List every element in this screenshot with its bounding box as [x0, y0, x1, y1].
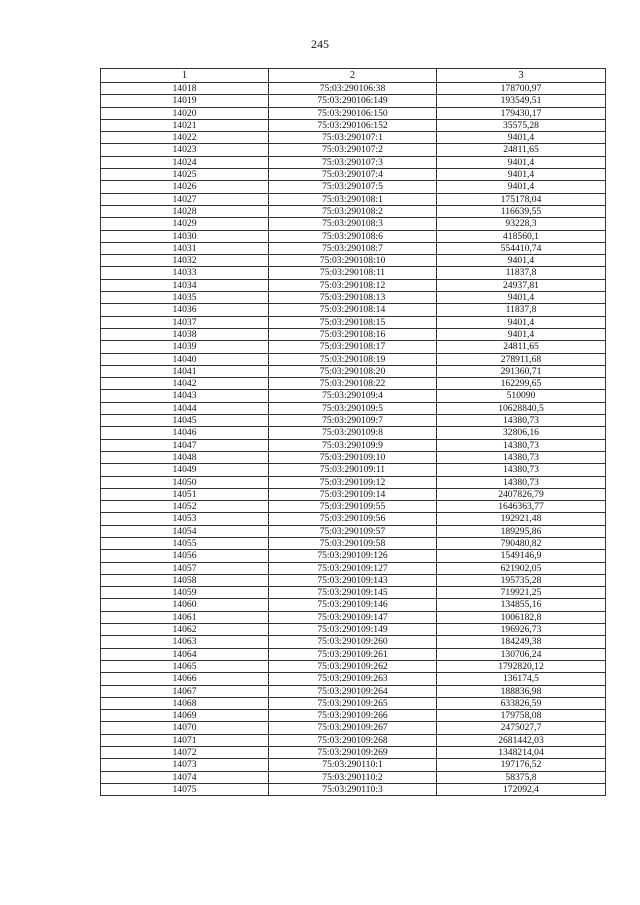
- row-number-cell: 14070: [101, 722, 269, 734]
- cadastral-number-cell: 75:03:290108:6: [269, 230, 437, 242]
- value-cell: 14380,73: [437, 451, 606, 463]
- row-number-cell: 14063: [101, 636, 269, 648]
- row-number-cell: 14066: [101, 673, 269, 685]
- row-number-cell: 14068: [101, 697, 269, 709]
- row-number-cell: 14021: [101, 119, 269, 131]
- cadastral-number-cell: 75:03:290106:149: [269, 95, 437, 107]
- header-row: [101, 69, 606, 83]
- table-row: [101, 599, 606, 611]
- table-row: [101, 365, 606, 377]
- table-row: [101, 304, 606, 316]
- value-cell: 196926,73: [437, 624, 606, 636]
- value-cell: 134855,16: [437, 599, 606, 611]
- table-row: [101, 353, 606, 365]
- cadastral-number-cell: 75:03:290108:2: [269, 205, 437, 217]
- cadastral-number-cell: 75:03:290108:16: [269, 328, 437, 340]
- cadastral-number-cell: 75:03:290106:150: [269, 107, 437, 119]
- table-row: [101, 710, 606, 722]
- row-number-cell: 14039: [101, 341, 269, 353]
- table-row: [101, 378, 606, 390]
- row-number-cell: 14075: [101, 783, 269, 795]
- value-cell: 418560,1: [437, 230, 606, 242]
- table-row: [101, 587, 606, 599]
- cadastral-number-cell: 75:03:290108:11: [269, 267, 437, 279]
- row-number-cell: 14052: [101, 501, 269, 513]
- cadastral-number-cell: 75:03:290109:265: [269, 697, 437, 709]
- row-number-cell: 14045: [101, 415, 269, 427]
- table-header: [101, 69, 606, 83]
- table-row: [101, 181, 606, 193]
- value-cell: 192921,48: [437, 513, 606, 525]
- table-row: [101, 771, 606, 783]
- value-cell: 32806,16: [437, 427, 606, 439]
- value-cell: 179430,17: [437, 107, 606, 119]
- row-number-cell: 14027: [101, 193, 269, 205]
- value-cell: 195735,28: [437, 574, 606, 586]
- row-number-cell: 14037: [101, 316, 269, 328]
- row-number-cell: 14058: [101, 574, 269, 586]
- table-row: [101, 513, 606, 525]
- value-cell: 162299,65: [437, 378, 606, 390]
- row-number-cell: 14028: [101, 205, 269, 217]
- value-cell: 197176,52: [437, 759, 606, 771]
- table-row: [101, 292, 606, 304]
- table-row: [101, 574, 606, 586]
- table-body: [101, 83, 606, 796]
- cadastral-number-cell: 75:03:290109:55: [269, 501, 437, 513]
- cadastral-number-cell: 75:03:290108:10: [269, 255, 437, 267]
- value-cell: 1549146,9: [437, 550, 606, 562]
- cadastral-number-cell: 75:03:290109:263: [269, 673, 437, 685]
- row-number-cell: 14071: [101, 734, 269, 746]
- row-number-cell: 14057: [101, 562, 269, 574]
- cadastral-number-cell: 75:03:290109:12: [269, 476, 437, 488]
- value-cell: 278911,68: [437, 353, 606, 365]
- value-cell: 719921,25: [437, 587, 606, 599]
- row-number-cell: 14023: [101, 144, 269, 156]
- table-row: [101, 119, 606, 131]
- cadastral-number-cell: 75:03:290107:4: [269, 169, 437, 181]
- value-cell: 136174,5: [437, 673, 606, 685]
- table-row: [101, 722, 606, 734]
- row-number-cell: 14069: [101, 710, 269, 722]
- cadastral-number-cell: 75:03:290106:38: [269, 83, 437, 95]
- row-number-cell: 14041: [101, 365, 269, 377]
- row-number-cell: 14029: [101, 218, 269, 230]
- cadastral-number-cell: 75:03:290110:2: [269, 771, 437, 783]
- value-cell: 184249,38: [437, 636, 606, 648]
- column-header-2: 2: [269, 69, 437, 83]
- row-number-cell: 14046: [101, 427, 269, 439]
- row-number-cell: 14072: [101, 747, 269, 759]
- cadastral-number-cell: 75:03:290107:2: [269, 144, 437, 156]
- table-row: [101, 255, 606, 267]
- row-number-cell: 14040: [101, 353, 269, 365]
- cadastral-number-cell: 75:03:290109:143: [269, 574, 437, 586]
- table-row: [101, 624, 606, 636]
- value-cell: 9401,4: [437, 328, 606, 340]
- table-row: [101, 488, 606, 500]
- value-cell: 2475027,7: [437, 722, 606, 734]
- row-number-cell: 14033: [101, 267, 269, 279]
- table-row: [101, 95, 606, 107]
- row-number-cell: 14034: [101, 279, 269, 291]
- cadastral-number-cell: 75:03:290109:266: [269, 710, 437, 722]
- row-number-cell: 14022: [101, 132, 269, 144]
- cadastral-number-cell: 75:03:290109:57: [269, 525, 437, 537]
- row-number-cell: 14030: [101, 230, 269, 242]
- table-row: [101, 193, 606, 205]
- cadastral-number-cell: 75:03:290109:5: [269, 402, 437, 414]
- value-cell: 621902,05: [437, 562, 606, 574]
- row-number-cell: 14064: [101, 648, 269, 660]
- value-cell: 188836,98: [437, 685, 606, 697]
- cadastral-number-cell: 75:03:290108:14: [269, 304, 437, 316]
- row-number-cell: 14025: [101, 169, 269, 181]
- row-number-cell: 14032: [101, 255, 269, 267]
- column-header-3: 3: [437, 69, 606, 83]
- value-cell: 9401,4: [437, 169, 606, 181]
- cadastral-number-cell: 75:03:290108:7: [269, 242, 437, 254]
- value-cell: 10628840,5: [437, 402, 606, 414]
- row-number-cell: 14067: [101, 685, 269, 697]
- table-row: [101, 279, 606, 291]
- row-number-cell: 14060: [101, 599, 269, 611]
- value-cell: 11837,8: [437, 267, 606, 279]
- row-number-cell: 14053: [101, 513, 269, 525]
- table-row: [101, 427, 606, 439]
- row-number-cell: 14047: [101, 439, 269, 451]
- table-row: [101, 156, 606, 168]
- row-number-cell: 14062: [101, 624, 269, 636]
- cadastral-number-cell: 75:03:290107:1: [269, 132, 437, 144]
- value-cell: 35575,28: [437, 119, 606, 131]
- cadastral-number-cell: 75:03:290108:17: [269, 341, 437, 353]
- table-row: [101, 734, 606, 746]
- cadastral-number-cell: 75:03:290108:13: [269, 292, 437, 304]
- cadastral-number-cell: 75:03:290109:11: [269, 464, 437, 476]
- row-number-cell: 14024: [101, 156, 269, 168]
- table-row: [101, 611, 606, 623]
- cadastral-number-cell: 75:03:290107:3: [269, 156, 437, 168]
- table-row: [101, 747, 606, 759]
- table-row: [101, 169, 606, 181]
- cadastral-number-cell: 75:03:290109:267: [269, 722, 437, 734]
- table-row: [101, 316, 606, 328]
- cadastral-number-cell: 75:03:290109:127: [269, 562, 437, 574]
- cadastral-number-cell: 75:03:290109:260: [269, 636, 437, 648]
- value-cell: 291360,71: [437, 365, 606, 377]
- cadastral-number-cell: 75:03:290109:56: [269, 513, 437, 525]
- table-row: [101, 550, 606, 562]
- page-number: 245: [311, 37, 329, 51]
- cadastral-number-cell: 75:03:290109:269: [269, 747, 437, 759]
- cadastral-number-cell: 75:03:290109:145: [269, 587, 437, 599]
- value-cell: 193549,51: [437, 95, 606, 107]
- row-number-cell: 14036: [101, 304, 269, 316]
- table-row: [101, 415, 606, 427]
- row-number-cell: 14048: [101, 451, 269, 463]
- row-number-cell: 14051: [101, 488, 269, 500]
- row-number-cell: 14044: [101, 402, 269, 414]
- cadastral-number-cell: 75:03:290109:10: [269, 451, 437, 463]
- table-row: [101, 83, 606, 95]
- row-number-cell: 14056: [101, 550, 269, 562]
- row-number-cell: 14035: [101, 292, 269, 304]
- table-row: [101, 476, 606, 488]
- row-number-cell: 14026: [101, 181, 269, 193]
- value-cell: 24811,65: [437, 341, 606, 353]
- row-number-cell: 14065: [101, 660, 269, 672]
- value-cell: 24937,81: [437, 279, 606, 291]
- cadastral-number-cell: 75:03:290108:19: [269, 353, 437, 365]
- value-cell: 9401,4: [437, 132, 606, 144]
- value-cell: 175178,04: [437, 193, 606, 205]
- row-number-cell: 14038: [101, 328, 269, 340]
- column-header-1: 1: [101, 69, 269, 83]
- table-row: [101, 132, 606, 144]
- cadastral-number-cell: 75:03:290109:8: [269, 427, 437, 439]
- value-cell: 9401,4: [437, 156, 606, 168]
- value-cell: 9401,4: [437, 181, 606, 193]
- value-cell: 790480,82: [437, 537, 606, 549]
- cadastral-number-cell: 75:03:290109:146: [269, 599, 437, 611]
- table-row: [101, 267, 606, 279]
- table-row: [101, 230, 606, 242]
- value-cell: 2407826,79: [437, 488, 606, 500]
- table-row: [101, 218, 606, 230]
- value-cell: 178700,97: [437, 83, 606, 95]
- value-cell: 14380,73: [437, 476, 606, 488]
- value-cell: 130706,24: [437, 648, 606, 660]
- row-number-cell: 14043: [101, 390, 269, 402]
- table-row: [101, 341, 606, 353]
- value-cell: 172092,4: [437, 783, 606, 795]
- row-number-cell: 14055: [101, 537, 269, 549]
- cadastral-number-cell: 75:03:290110:1: [269, 759, 437, 771]
- value-cell: 510090: [437, 390, 606, 402]
- table-row: [101, 537, 606, 549]
- cadastral-number-cell: 75:03:290108:15: [269, 316, 437, 328]
- table-row: [101, 144, 606, 156]
- cadastral-number-cell: 75:03:290108:12: [269, 279, 437, 291]
- table-row: [101, 685, 606, 697]
- row-number-cell: 14074: [101, 771, 269, 783]
- table-row: [101, 402, 606, 414]
- value-cell: 58375,8: [437, 771, 606, 783]
- value-cell: 189295,86: [437, 525, 606, 537]
- table-row: [101, 636, 606, 648]
- cadastral-number-cell: 75:03:290109:149: [269, 624, 437, 636]
- data-table: [100, 68, 606, 796]
- cadastral-number-cell: 75:03:290109:58: [269, 537, 437, 549]
- value-cell: 9401,4: [437, 292, 606, 304]
- table-row: [101, 648, 606, 660]
- row-number-cell: 14042: [101, 378, 269, 390]
- cadastral-number-cell: 75:03:290109:126: [269, 550, 437, 562]
- table-row: [101, 205, 606, 217]
- table-row: [101, 562, 606, 574]
- row-number-cell: 14059: [101, 587, 269, 599]
- value-cell: 11837,8: [437, 304, 606, 316]
- cadastral-number-cell: 75:03:290109:261: [269, 648, 437, 660]
- table-row: [101, 673, 606, 685]
- value-cell: 116639,55: [437, 205, 606, 217]
- cadastral-number-cell: 75:03:290109:264: [269, 685, 437, 697]
- table-row: [101, 464, 606, 476]
- table-row: [101, 439, 606, 451]
- cadastral-number-cell: 75:03:290109:9: [269, 439, 437, 451]
- table-row: [101, 759, 606, 771]
- table-row: [101, 242, 606, 254]
- value-cell: 179758,08: [437, 710, 606, 722]
- row-number-cell: 14020: [101, 107, 269, 119]
- cadastral-number-cell: 75:03:290109:262: [269, 660, 437, 672]
- table-row: [101, 390, 606, 402]
- value-cell: 14380,73: [437, 464, 606, 476]
- value-cell: 2681442,03: [437, 734, 606, 746]
- table-row: [101, 451, 606, 463]
- table-row: [101, 660, 606, 672]
- table-row: [101, 328, 606, 340]
- table-row: [101, 525, 606, 537]
- cadastral-number-cell: 75:03:290108:22: [269, 378, 437, 390]
- cadastral-number-cell: 75:03:290109:147: [269, 611, 437, 623]
- value-cell: 93228,3: [437, 218, 606, 230]
- row-number-cell: 14061: [101, 611, 269, 623]
- value-cell: 633826,59: [437, 697, 606, 709]
- value-cell: 24811,65: [437, 144, 606, 156]
- cadastral-number-cell: 75:03:290110:3: [269, 783, 437, 795]
- table-row: [101, 501, 606, 513]
- value-cell: 1646363,77: [437, 501, 606, 513]
- cadastral-number-cell: 75:03:290109:4: [269, 390, 437, 402]
- value-cell: 1006182,8: [437, 611, 606, 623]
- cadastral-number-cell: 75:03:290109:7: [269, 415, 437, 427]
- row-number-cell: 14073: [101, 759, 269, 771]
- value-cell: 554410,74: [437, 242, 606, 254]
- row-number-cell: 14031: [101, 242, 269, 254]
- table-row: [101, 697, 606, 709]
- row-number-cell: 14050: [101, 476, 269, 488]
- table-row: [101, 107, 606, 119]
- row-number-cell: 14054: [101, 525, 269, 537]
- row-number-cell: 14049: [101, 464, 269, 476]
- table-row: [101, 783, 606, 795]
- cadastral-number-cell: 75:03:290107:5: [269, 181, 437, 193]
- row-number-cell: 14018: [101, 83, 269, 95]
- cadastral-number-cell: 75:03:290109:14: [269, 488, 437, 500]
- value-cell: 9401,4: [437, 255, 606, 267]
- value-cell: 1792820,12: [437, 660, 606, 672]
- cadastral-number-cell: 75:03:290109:268: [269, 734, 437, 746]
- cadastral-number-cell: 75:03:290108:3: [269, 218, 437, 230]
- value-cell: 9401,4: [437, 316, 606, 328]
- cadastral-number-cell: 75:03:290108:20: [269, 365, 437, 377]
- cadastral-number-cell: 75:03:290106:152: [269, 119, 437, 131]
- value-cell: 1348214,04: [437, 747, 606, 759]
- row-number-cell: 14019: [101, 95, 269, 107]
- value-cell: 14380,73: [437, 439, 606, 451]
- value-cell: 14380,73: [437, 415, 606, 427]
- cadastral-number-cell: 75:03:290108:1: [269, 193, 437, 205]
